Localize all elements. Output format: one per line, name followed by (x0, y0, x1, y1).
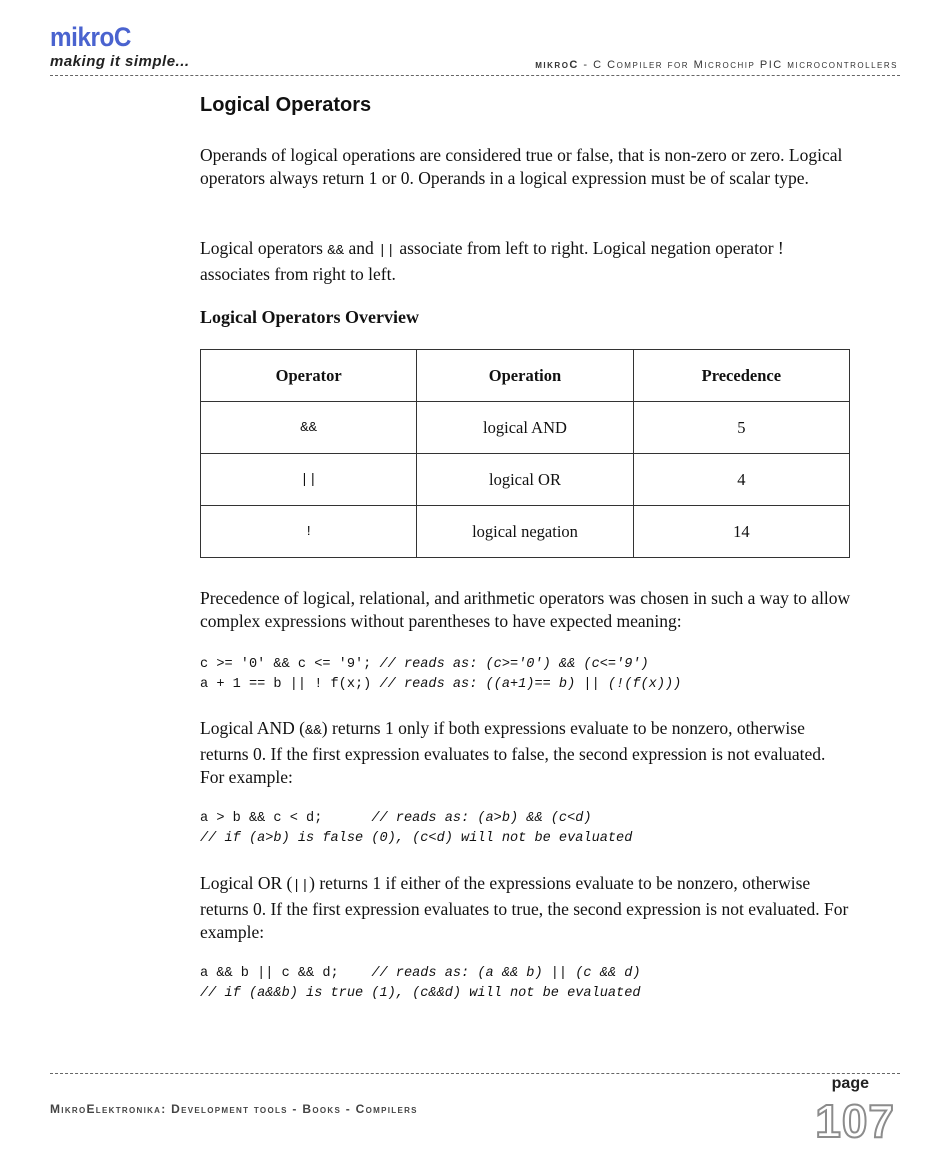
operator-cell: || (201, 454, 417, 506)
footer-text: MikroElektronika: Development tools - Books - Compilers (50, 1102, 418, 1116)
or-text (200, 872, 852, 944)
code-line (200, 655, 852, 675)
table-header-row (201, 350, 850, 402)
associativity-paragraph (200, 237, 852, 286)
precedence-text: Precedence of logical, relational, and arithmetic operators was chosen in such a way to allow complex expressions without parentheses to have expected meaning: (200, 588, 851, 631)
mikroc-logo: mikroC (50, 22, 132, 52)
code-comment: // reads as: (a && b) || (c && d) (371, 966, 641, 981)
precedence-cell: 4 (633, 454, 849, 506)
and-text-b: ) returns 1 only if both expressions evaluate to be nonzero, otherwise returns 0. If the first expression evaluates to false, the second expression is not evaluated. For example: (200, 718, 826, 787)
code-line (200, 829, 852, 849)
header-title (535, 59, 898, 71)
code-comment: // if (a>b) is false (0), (c<d) will not be evaluated (200, 831, 633, 846)
intro-text: Operands of logical operations are considered true or false, that is non-zero or zero. Logical operators always return 1 or 0. Operands in a logical expression must be of scalar type. (200, 145, 843, 188)
code-statement: a && b || c && d; (200, 966, 372, 981)
and-operator-inline: && (304, 723, 322, 739)
code-comment: // reads as: (c>='0') && (c<='9') (379, 657, 649, 672)
operator-cell: && (201, 402, 417, 454)
code-line (200, 984, 852, 1004)
and-text-a: Logical AND ( (200, 718, 305, 738)
and-code-block (200, 809, 852, 849)
code-statement: c >= '0' && c <= '9'; (200, 657, 380, 672)
page-number: 107 (815, 1095, 895, 1147)
or-operator-inline: || (292, 878, 310, 894)
and-text (200, 717, 852, 789)
intro-paragraph (200, 144, 852, 190)
precedence-paragraph (200, 587, 852, 633)
table-row (201, 402, 850, 454)
precedence-cell: 5 (633, 402, 849, 454)
operator-cell: ! (201, 506, 417, 558)
or-code-block (200, 964, 852, 1004)
footer-divider (50, 1073, 900, 1074)
header-divider (50, 75, 900, 76)
code-line (200, 675, 852, 695)
code-statement: a > b && c < d; (200, 811, 372, 826)
table-row (201, 454, 850, 506)
precedence-code-block (200, 655, 852, 695)
table-row (201, 506, 850, 558)
header-operator: Operator (201, 350, 417, 402)
header-title-brand: mikroC (535, 59, 579, 71)
header-precedence: Precedence (633, 350, 849, 402)
code-line (200, 964, 852, 984)
and-paragraph (200, 717, 852, 789)
code-comment: // reads as: ((a+1)== b) || (!(f(x))) (379, 677, 682, 692)
code-statement: a + 1 == b || ! f(x;) (200, 677, 380, 692)
operators-table (200, 349, 850, 558)
or-paragraph (200, 872, 852, 944)
overview-title: Logical Operators Overview (200, 307, 419, 327)
code-line (200, 809, 852, 829)
page-label: page (831, 1075, 869, 1092)
header-title-rest: - C Compiler for Microchip PIC microcontrollers (578, 59, 898, 71)
and-operator-inline: && (327, 243, 345, 259)
or-operator-inline: || (378, 243, 395, 259)
precedence-cell: 14 (633, 506, 849, 558)
or-text-a: Logical OR ( (200, 873, 293, 893)
operation-cell: logical negation (417, 506, 633, 558)
assoc-text-a: Logical operators (200, 238, 328, 258)
code-comment: // if (a&&b) is true (1), (c&&d) will not be evaluated (200, 986, 641, 1001)
operation-cell: logical OR (417, 454, 633, 506)
section-title: Logical Operators (200, 94, 372, 116)
header-operation: Operation (417, 350, 633, 402)
associativity-text (200, 237, 852, 286)
or-text-b: ) returns 1 if either of the expressions evaluate to be nonzero, otherwise returns 0. If the first expression evaluates to true, the second expression is not evaluated. For example: (200, 873, 849, 942)
assoc-text-c: associate from left to right. Logical negation operator ! associates from right to left. (200, 238, 784, 284)
tagline: making it simple... (50, 53, 190, 70)
assoc-text-b: and (344, 238, 379, 258)
operation-cell: logical AND (417, 402, 633, 454)
code-comment: // reads as: (a>b) && (c<d) (371, 811, 592, 826)
